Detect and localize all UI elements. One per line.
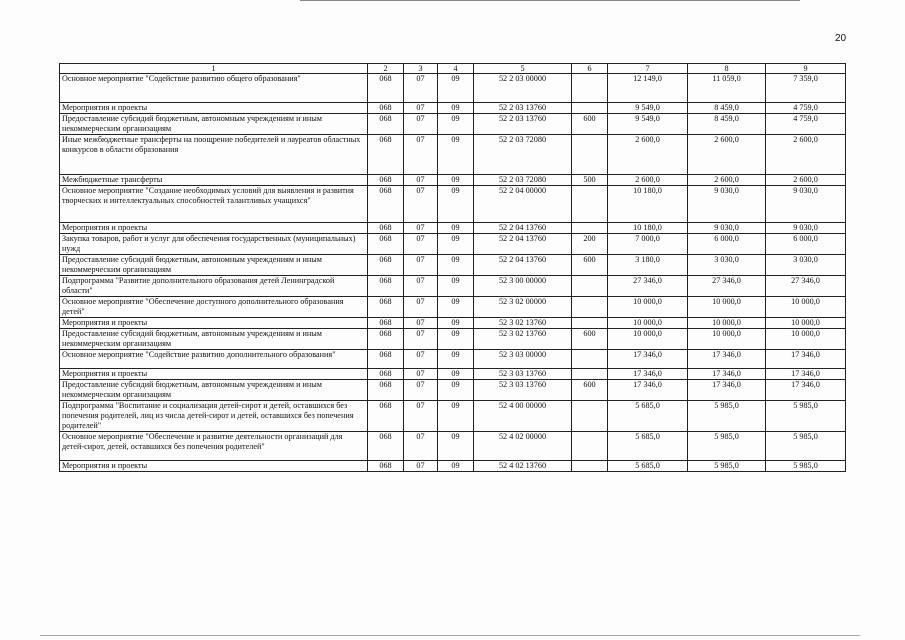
row-name-cell: Межбюджетные трансферты bbox=[60, 175, 368, 186]
row-name-cell: Иные межбюджетные трансферты на поощрение победителей и лауреатов областных конкурсов в области образования bbox=[60, 135, 368, 175]
admin-code-cell: 068 bbox=[368, 461, 404, 472]
target-article-cell: 52 3 03 00000 bbox=[474, 350, 572, 369]
table-row bbox=[60, 255, 846, 276]
column-header: 6 bbox=[572, 64, 608, 74]
amount-col9-cell: 7 359,0 bbox=[766, 74, 846, 103]
section-code-cell: 07 bbox=[404, 175, 438, 186]
amount-col8-cell: 27 346,0 bbox=[688, 276, 766, 297]
table-row bbox=[60, 380, 846, 401]
target-article-cell: 52 2 03 00000 bbox=[474, 74, 572, 103]
table-row bbox=[60, 318, 846, 329]
table-row bbox=[60, 103, 846, 114]
admin-code-cell: 068 bbox=[368, 234, 404, 255]
amount-col8-cell: 8 459,0 bbox=[688, 114, 766, 135]
amount-col9-cell: 17 346,0 bbox=[766, 380, 846, 401]
admin-code-cell: 068 bbox=[368, 135, 404, 175]
table-row bbox=[60, 74, 846, 103]
expense-type-cell bbox=[572, 461, 608, 472]
expense-type-cell bbox=[572, 223, 608, 234]
table-row bbox=[60, 297, 846, 318]
section-code-cell: 07 bbox=[404, 432, 438, 461]
subsection-code-cell: 09 bbox=[438, 135, 474, 175]
target-article-cell: 52 2 04 13760 bbox=[474, 223, 572, 234]
target-article-cell: 52 3 03 13760 bbox=[474, 380, 572, 401]
row-name-cell: Предоставление субсидий бюджетным, автономным учреждениям и иным некоммерческим организациям bbox=[60, 114, 368, 135]
subsection-code-cell: 09 bbox=[438, 350, 474, 369]
table-row bbox=[60, 234, 846, 255]
budget-table bbox=[59, 63, 846, 472]
amount-col8-cell: 17 346,0 bbox=[688, 380, 766, 401]
amount-col8-cell: 10 000,0 bbox=[688, 297, 766, 318]
section-code-cell: 07 bbox=[404, 135, 438, 175]
amount-col9-cell: 6 000,0 bbox=[766, 234, 846, 255]
section-code-cell: 07 bbox=[404, 297, 438, 318]
section-code-cell: 07 bbox=[404, 380, 438, 401]
amount-col8-cell: 6 000,0 bbox=[688, 234, 766, 255]
column-header: 9 bbox=[766, 64, 846, 74]
section-code-cell: 07 bbox=[404, 350, 438, 369]
admin-code-cell: 068 bbox=[368, 432, 404, 461]
column-header: 7 bbox=[608, 64, 688, 74]
table-row bbox=[60, 175, 846, 186]
row-name-cell: Предоставление субсидий бюджетным, автономным учреждениям и иным некоммерческим организациям bbox=[60, 380, 368, 401]
subsection-code-cell: 09 bbox=[438, 114, 474, 135]
section-code-cell: 07 bbox=[404, 255, 438, 276]
subsection-code-cell: 09 bbox=[438, 255, 474, 276]
section-code-cell: 07 bbox=[404, 276, 438, 297]
admin-code-cell: 068 bbox=[368, 223, 404, 234]
amount-col7-cell: 10 000,0 bbox=[608, 297, 688, 318]
amount-col8-cell: 8 459,0 bbox=[688, 103, 766, 114]
row-name-cell: Основное мероприятие "Содействие развитию дополнительного образования" bbox=[60, 350, 368, 369]
amount-col9-cell: 4 759,0 bbox=[766, 114, 846, 135]
amount-col9-cell: 9 030,0 bbox=[766, 223, 846, 234]
target-article-cell: 52 3 02 00000 bbox=[474, 297, 572, 318]
top-scan-rule bbox=[300, 0, 800, 1]
subsection-code-cell: 09 bbox=[438, 276, 474, 297]
subsection-code-cell: 09 bbox=[438, 103, 474, 114]
amount-col9-cell: 3 030,0 bbox=[766, 255, 846, 276]
expense-type-cell bbox=[572, 369, 608, 380]
subsection-code-cell: 09 bbox=[438, 461, 474, 472]
subsection-code-cell: 09 bbox=[438, 186, 474, 223]
admin-code-cell: 068 bbox=[368, 276, 404, 297]
admin-code-cell: 068 bbox=[368, 380, 404, 401]
table-row bbox=[60, 114, 846, 135]
expense-type-cell bbox=[572, 135, 608, 175]
row-name-cell: Мероприятия и проекты bbox=[60, 318, 368, 329]
target-article-cell: 52 2 03 72080 bbox=[474, 135, 572, 175]
expense-type-cell bbox=[572, 276, 608, 297]
amount-col8-cell: 17 346,0 bbox=[688, 369, 766, 380]
amount-col9-cell: 10 000,0 bbox=[766, 297, 846, 318]
row-name-cell: Подпрограмма "Развитие дополнительного образования детей Ленинградской области" bbox=[60, 276, 368, 297]
expense-type-cell bbox=[572, 186, 608, 223]
row-name-cell: Мероприятия и проекты bbox=[60, 461, 368, 472]
expense-type-cell: 200 bbox=[572, 234, 608, 255]
expense-type-cell bbox=[572, 103, 608, 114]
amount-col8-cell: 2 600,0 bbox=[688, 135, 766, 175]
row-name-cell: Подпрограмма "Воспитание и социализация детей-сирот и детей, оставшихся без попечения родителей, лиц из числа детей-сирот и детей, оставшихся без попечения родителей" bbox=[60, 401, 368, 432]
target-article-cell: 52 2 04 00000 bbox=[474, 186, 572, 223]
subsection-code-cell: 09 bbox=[438, 369, 474, 380]
section-code-cell: 07 bbox=[404, 369, 438, 380]
section-code-cell: 07 bbox=[404, 318, 438, 329]
table-row bbox=[60, 369, 846, 380]
amount-col7-cell: 5 685,0 bbox=[608, 401, 688, 432]
expense-type-cell: 600 bbox=[572, 255, 608, 276]
amount-col9-cell: 9 030,0 bbox=[766, 186, 846, 223]
subsection-code-cell: 09 bbox=[438, 223, 474, 234]
subsection-code-cell: 09 bbox=[438, 234, 474, 255]
target-article-cell: 52 3 00 00000 bbox=[474, 276, 572, 297]
expense-type-cell: 600 bbox=[572, 329, 608, 350]
expense-type-cell bbox=[572, 432, 608, 461]
admin-code-cell: 068 bbox=[368, 255, 404, 276]
admin-code-cell: 068 bbox=[368, 103, 404, 114]
amount-col8-cell: 9 030,0 bbox=[688, 186, 766, 223]
amount-col7-cell: 2 600,0 bbox=[608, 135, 688, 175]
amount-col7-cell: 12 149,0 bbox=[608, 74, 688, 103]
amount-col7-cell: 10 180,0 bbox=[608, 223, 688, 234]
row-name-cell: Предоставление субсидий бюджетным, автономным учреждениям и иным некоммерческим организациям bbox=[60, 329, 368, 350]
table-row bbox=[60, 461, 846, 472]
expense-type-cell bbox=[572, 401, 608, 432]
amount-col7-cell: 17 346,0 bbox=[608, 380, 688, 401]
target-article-cell: 52 4 00 00000 bbox=[474, 401, 572, 432]
subsection-code-cell: 09 bbox=[438, 74, 474, 103]
admin-code-cell: 068 bbox=[368, 350, 404, 369]
amount-col8-cell: 17 346,0 bbox=[688, 350, 766, 369]
row-name-cell: Основное мероприятие "Содействие развитию общего образования" bbox=[60, 74, 368, 103]
admin-code-cell: 068 bbox=[368, 318, 404, 329]
amount-col9-cell: 5 985,0 bbox=[766, 432, 846, 461]
target-article-cell: 52 2 03 72080 bbox=[474, 175, 572, 186]
target-article-cell: 52 2 03 13760 bbox=[474, 103, 572, 114]
page-number: 20 bbox=[835, 33, 847, 44]
target-article-cell: 52 2 03 13760 bbox=[474, 114, 572, 135]
row-name-cell: Мероприятия и проекты bbox=[60, 369, 368, 380]
amount-col8-cell: 5 985,0 bbox=[688, 432, 766, 461]
section-code-cell: 07 bbox=[404, 114, 438, 135]
amount-col9-cell: 17 346,0 bbox=[766, 369, 846, 380]
section-code-cell: 07 bbox=[404, 401, 438, 432]
row-name-cell: Основное мероприятие "Обеспечение и развитие деятельности организаций для детей-сирот, детей, оставшихся без попечения родителей" bbox=[60, 432, 368, 461]
expense-type-cell: 600 bbox=[572, 380, 608, 401]
amount-col9-cell: 2 600,0 bbox=[766, 175, 846, 186]
admin-code-cell: 068 bbox=[368, 401, 404, 432]
expense-type-cell bbox=[572, 350, 608, 369]
amount-col8-cell: 5 985,0 bbox=[688, 461, 766, 472]
amount-col8-cell: 9 030,0 bbox=[688, 223, 766, 234]
amount-col9-cell: 2 600,0 bbox=[766, 135, 846, 175]
column-header: 2 bbox=[368, 64, 404, 74]
table-row bbox=[60, 223, 846, 234]
subsection-code-cell: 09 bbox=[438, 380, 474, 401]
column-header: 4 bbox=[438, 64, 474, 74]
admin-code-cell: 068 bbox=[368, 114, 404, 135]
target-article-cell: 52 3 02 13760 bbox=[474, 329, 572, 350]
amount-col7-cell: 5 685,0 bbox=[608, 461, 688, 472]
subsection-code-cell: 09 bbox=[438, 432, 474, 461]
amount-col7-cell: 10 180,0 bbox=[608, 186, 688, 223]
amount-col8-cell: 11 059,0 bbox=[688, 74, 766, 103]
admin-code-cell: 068 bbox=[368, 297, 404, 318]
subsection-code-cell: 09 bbox=[438, 318, 474, 329]
amount-col7-cell: 5 685,0 bbox=[608, 432, 688, 461]
target-article-cell: 52 4 02 00000 bbox=[474, 432, 572, 461]
row-name-cell: Мероприятия и проекты bbox=[60, 103, 368, 114]
section-code-cell: 07 bbox=[404, 103, 438, 114]
amount-col9-cell: 10 000,0 bbox=[766, 318, 846, 329]
table-row bbox=[60, 186, 846, 223]
admin-code-cell: 068 bbox=[368, 369, 404, 380]
expense-type-cell bbox=[572, 318, 608, 329]
amount-col9-cell: 10 000,0 bbox=[766, 329, 846, 350]
expense-type-cell: 600 bbox=[572, 114, 608, 135]
amount-col9-cell: 27 346,0 bbox=[766, 276, 846, 297]
expense-type-cell bbox=[572, 74, 608, 103]
table-row bbox=[60, 329, 846, 350]
target-article-cell: 52 4 02 13760 bbox=[474, 461, 572, 472]
amount-col7-cell: 27 346,0 bbox=[608, 276, 688, 297]
amount-col8-cell: 10 000,0 bbox=[688, 318, 766, 329]
amount-col9-cell: 17 346,0 bbox=[766, 350, 846, 369]
row-name-cell: Закупка товаров, работ и услуг для обеспечения государственных (муниципальных) нужд bbox=[60, 234, 368, 255]
table-row bbox=[60, 401, 846, 432]
amount-col8-cell: 10 000,0 bbox=[688, 329, 766, 350]
amount-col7-cell: 9 549,0 bbox=[608, 114, 688, 135]
expense-type-cell bbox=[572, 297, 608, 318]
amount-col7-cell: 3 180,0 bbox=[608, 255, 688, 276]
section-code-cell: 07 bbox=[404, 74, 438, 103]
row-name-cell: Основное мероприятие "Обеспечение доступного дополнительного образования детей" bbox=[60, 297, 368, 318]
section-code-cell: 07 bbox=[404, 461, 438, 472]
bottom-scan-rule bbox=[40, 635, 860, 636]
table-row bbox=[60, 432, 846, 461]
section-code-cell: 07 bbox=[404, 234, 438, 255]
target-article-cell: 52 3 02 13760 bbox=[474, 318, 572, 329]
amount-col7-cell: 10 000,0 bbox=[608, 318, 688, 329]
subsection-code-cell: 09 bbox=[438, 297, 474, 318]
admin-code-cell: 068 bbox=[368, 175, 404, 186]
column-header: 3 bbox=[404, 64, 438, 74]
target-article-cell: 52 2 04 13760 bbox=[474, 234, 572, 255]
row-name-cell: Основное мероприятие "Создание необходимых условий для выявления и развития творческих и интеллектуальных способностей талантливых учащихся" bbox=[60, 186, 368, 223]
table-body bbox=[60, 74, 846, 472]
section-code-cell: 07 bbox=[404, 223, 438, 234]
table-row bbox=[60, 276, 846, 297]
column-header: 1 bbox=[60, 64, 368, 74]
amount-col9-cell: 5 985,0 bbox=[766, 461, 846, 472]
table-row bbox=[60, 350, 846, 369]
amount-col7-cell: 7 000,0 bbox=[608, 234, 688, 255]
column-header: 5 bbox=[474, 64, 572, 74]
admin-code-cell: 068 bbox=[368, 186, 404, 223]
row-name-cell: Предоставление субсидий бюджетным, автономным учреждениям и иным некоммерческим организациям bbox=[60, 255, 368, 276]
amount-col7-cell: 9 549,0 bbox=[608, 103, 688, 114]
subsection-code-cell: 09 bbox=[438, 401, 474, 432]
amount-col8-cell: 2 600,0 bbox=[688, 175, 766, 186]
amount-col8-cell: 3 030,0 bbox=[688, 255, 766, 276]
section-code-cell: 07 bbox=[404, 329, 438, 350]
section-code-cell: 07 bbox=[404, 186, 438, 223]
amount-col7-cell: 17 346,0 bbox=[608, 350, 688, 369]
admin-code-cell: 068 bbox=[368, 329, 404, 350]
expense-type-cell: 500 bbox=[572, 175, 608, 186]
amount-col9-cell: 4 759,0 bbox=[766, 103, 846, 114]
subsection-code-cell: 09 bbox=[438, 175, 474, 186]
amount-col7-cell: 2 600,0 bbox=[608, 175, 688, 186]
table-header-row bbox=[60, 64, 846, 74]
row-name-cell: Мероприятия и проекты bbox=[60, 223, 368, 234]
amount-col7-cell: 17 346,0 bbox=[608, 369, 688, 380]
amount-col7-cell: 10 000,0 bbox=[608, 329, 688, 350]
column-header: 8 bbox=[688, 64, 766, 74]
subsection-code-cell: 09 bbox=[438, 329, 474, 350]
amount-col9-cell: 5 985,0 bbox=[766, 401, 846, 432]
target-article-cell: 52 2 04 13760 bbox=[474, 255, 572, 276]
admin-code-cell: 068 bbox=[368, 74, 404, 103]
table-row bbox=[60, 135, 846, 175]
amount-col8-cell: 5 985,0 bbox=[688, 401, 766, 432]
target-article-cell: 52 3 03 13760 bbox=[474, 369, 572, 380]
